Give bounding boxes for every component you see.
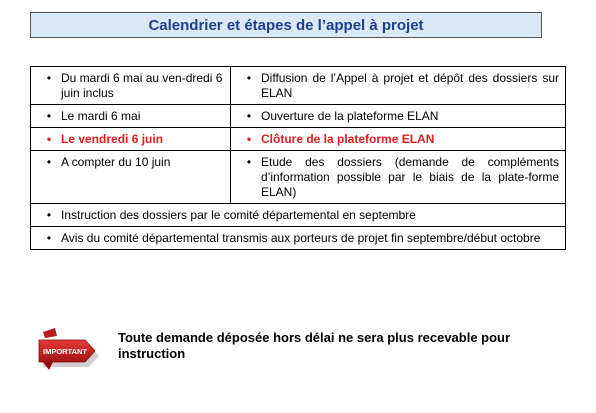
date-text: Le mardi 6 mai	[61, 109, 141, 123]
date-text: Du mardi 6 mai au ven-dredi 6 juin inclus	[61, 71, 223, 100]
bullet-icon: •	[246, 71, 252, 85]
table-row-deadline	[31, 128, 566, 151]
bullet-icon: •	[46, 132, 52, 146]
date-cell	[31, 151, 231, 204]
full-row-text: Instruction des dossiers par le comité départemental en septembre	[61, 208, 416, 222]
bullet-icon: •	[246, 109, 252, 123]
full-width-cell	[31, 227, 566, 250]
important-badge-label: IMPORTANT	[42, 347, 88, 356]
table-row	[31, 151, 566, 204]
step-cell	[231, 151, 566, 204]
full-width-cell	[31, 204, 566, 227]
table-row	[31, 67, 566, 105]
bullet-icon: •	[46, 71, 52, 85]
deadline-step-text: Clôture de la plateforme ELAN	[261, 132, 435, 146]
table-row	[31, 105, 566, 128]
bullet-icon: •	[46, 109, 52, 123]
step-text: Ouverture de la plateforme ELAN	[261, 109, 439, 123]
step-text: Etude des dossiers (demande de compléments d’information possible par le biais de la plate-forme ELAN)	[261, 155, 559, 199]
deadline-date-text: Le vendredi 6 juin	[61, 132, 164, 146]
schedule-table	[30, 66, 566, 250]
full-row-text: Avis du comité départemental transmis aux porteurs de projet fin septembre/début octobre	[61, 231, 541, 245]
deadline-step-cell	[231, 128, 566, 151]
date-cell	[31, 105, 231, 128]
step-text: Diffusion de l’Appel à projet et dépôt des dossiers sur ELAN	[261, 71, 559, 100]
important-badge-icon	[37, 326, 101, 374]
page-title: Calendrier et étapes de l’appel à projet	[30, 12, 542, 38]
table-row-full	[31, 204, 566, 227]
bullet-icon: •	[246, 132, 252, 146]
date-cell	[31, 67, 231, 105]
table-row-full	[31, 227, 566, 250]
bullet-icon: •	[46, 231, 52, 245]
step-cell	[231, 67, 566, 105]
bullet-icon: •	[46, 208, 52, 222]
deadline-date-cell	[31, 128, 231, 151]
important-notice-text: Toute demande déposée hors délai ne sera plus recevable pour instruction	[118, 330, 511, 361]
date-text: A compter du 10 juin	[61, 155, 171, 169]
step-cell	[231, 105, 566, 128]
bullet-icon: •	[46, 155, 52, 169]
bullet-icon: •	[246, 155, 252, 169]
